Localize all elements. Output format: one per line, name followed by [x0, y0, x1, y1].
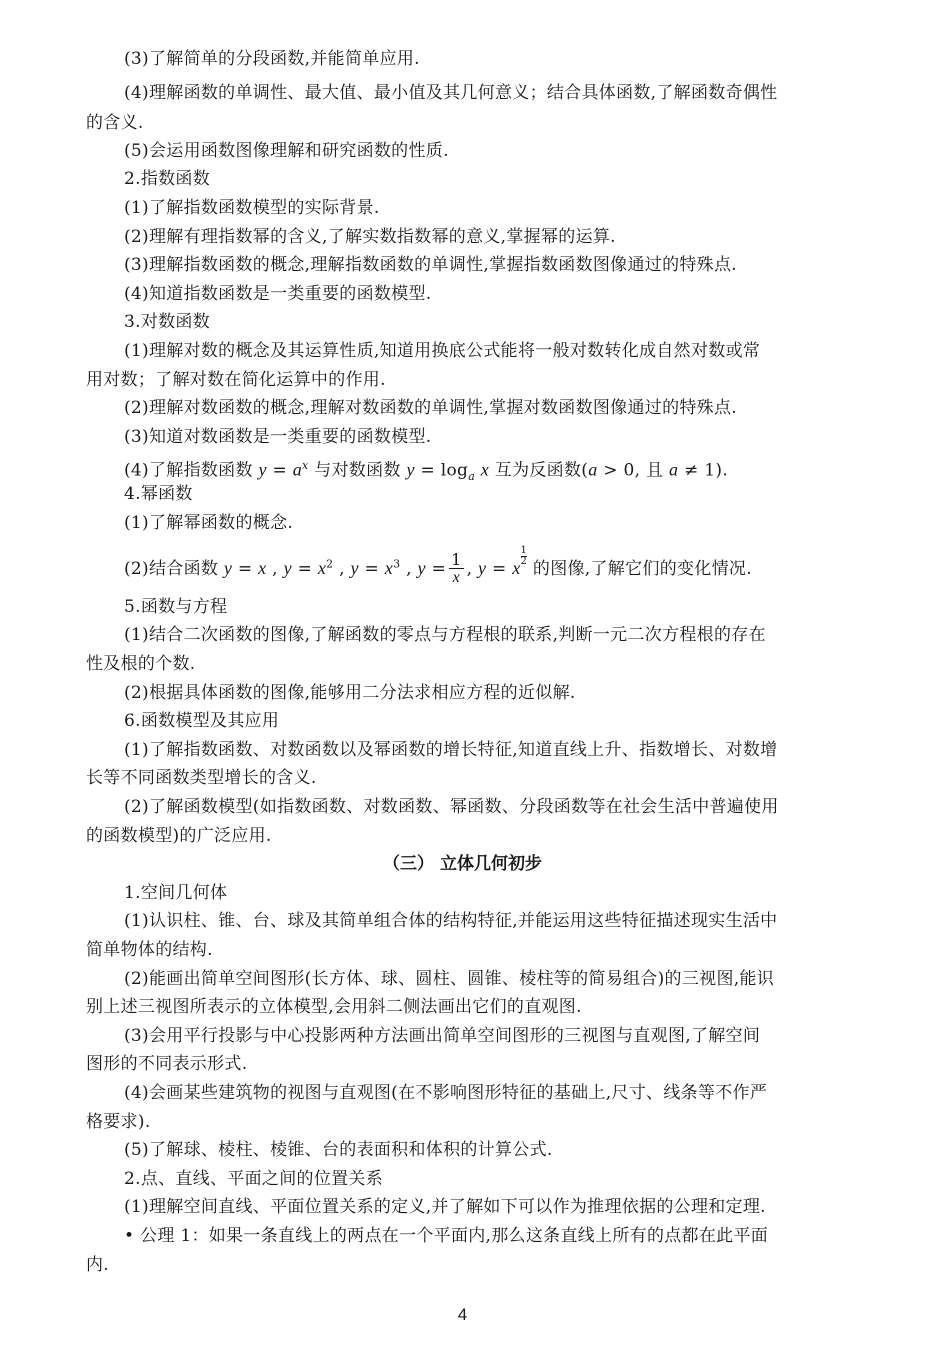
formula: y	[406, 459, 415, 480]
text-line: 用对数；了解对数在简化运算中的作用.	[86, 370, 386, 390]
text-line: (1)了解幂函数的概念.	[124, 513, 294, 533]
text-line: 性及根的个数.	[86, 654, 196, 674]
text-line: (4)会画某些建筑物的视图与直观图(在不影响图形特征的基础上,尺寸、线条等不作严	[124, 1083, 768, 1103]
text-line: (2)能画出简单空间图形(长方体、球、圆柱、圆锥、棱柱等的简易组合)的三视图,能识	[124, 969, 775, 989]
text-segment: , 且	[634, 460, 670, 481]
text-line: (5)会运用函数图像理解和研究函数的性质.	[124, 141, 449, 161]
section-title: 1.空间几何体	[124, 883, 228, 903]
text-segment: 与对数函数	[308, 460, 407, 481]
text-line: (5)了解球、棱柱、棱锥、台的表面积和体积的计算公式.	[124, 1140, 553, 1160]
section-title: 2.点、直线、平面之间的位置关系	[124, 1169, 384, 1189]
text-line: 的函数模型)的广泛应用.	[86, 826, 272, 846]
text-line: 图形的不同表示形式.	[86, 1054, 248, 1074]
text-line: (3)知道对数函数是一类重要的函数模型.	[124, 427, 432, 447]
text-line: 简单物体的结构.	[86, 940, 213, 960]
text-line: 的含义.	[86, 113, 144, 133]
text-line: (2)了解函数模型(如指数函数、对数函数、幂函数、分段函数等在社会生活中普遍使用	[124, 797, 779, 817]
text-line: (1)理解对数的概念及其运算性质,知道用换底公式能将一般对数转化成自然对数或常	[124, 341, 761, 361]
text-line: (2)根据具体函数的图像,能够用二分法求相应方程的近似解.	[124, 683, 576, 703]
section-title: 2.指数函数	[124, 169, 211, 189]
text-line-formula: (2)结合函数 y = x , $y = x^2$ , $y = x^3$ , y = $\frac{1}{x}$ , y = x $\frac{1}{2}$ 的图像,了解它们的变化情况.	[124, 545, 752, 586]
text-line: (1)了解指数函数、对数函数以及幂函数的增长特征,知道直线上升、指数增长、对数增	[124, 740, 778, 760]
text-line: (3)了解简单的分段函数,并能简单应用.	[124, 49, 420, 69]
fraction-exponent: $\frac{1}{2}$	[520, 545, 528, 567]
formula: y	[258, 459, 267, 480]
text-segment: 互为反函数(	[489, 460, 589, 481]
text-line: (2)理解有理指数幂的含义,了解实数指数幂的意义,掌握幂的运算.	[124, 227, 616, 247]
section-title: 4.幂函数	[124, 484, 193, 504]
text-segment: 的图像,了解它们的变化情况.	[527, 559, 752, 579]
text-segment: ).	[715, 460, 729, 481]
text-line: (4)理解函数的单调性、最大值、最小值及其几何意义；结合具体函数,了解函数奇偶性	[124, 83, 778, 103]
text-segment: (2)结合函数	[124, 559, 224, 579]
text-line: 格要求).	[86, 1112, 151, 1132]
text-line: (1)认识柱、锥、台、球及其简单组合体的结构特征,并能运用这些特征描述现实生活中	[124, 911, 778, 931]
section-title: 5.函数与方程	[124, 597, 228, 617]
text-line: (3)理解指数函数的概念,理解指数函数的单调性,掌握指数函数图像通过的特殊点.	[124, 255, 737, 275]
section-title: 6.函数模型及其应用	[124, 711, 280, 731]
text-line: 别上述三视图所表示的立体模型,会用斜二侧法画出它们的直观图.	[86, 997, 582, 1017]
text-line: 内.	[86, 1255, 110, 1275]
text-line: (1)结合二次函数的图像,了解函数的零点与方程根的联系,判断一元二次方程根的存在	[124, 625, 766, 645]
bullet-line: • 公理 1：如果一条直线上的两点在一个平面内,那么这条直线上所有的点都在此平面	[124, 1226, 769, 1246]
page-number: 4	[457, 1305, 468, 1324]
text-line: (2)理解对数函数的概念,理解对数函数的单调性,掌握对数函数图像通过的特殊点.	[124, 398, 737, 418]
text-line-formula: (4)了解指数函数 $y = a^x$ 与对数函数 $y = \log_a x$ 互为反函数(a > 0, 且 a ≠ 1).	[124, 459, 729, 484]
text-segment: (4)了解指数函数	[124, 460, 259, 481]
fraction: $\frac{1}{x}$	[451, 550, 462, 586]
text-line: (1)理解空间直线、平面位置关系的定义,并了解如下可以作为推理依据的公理和定理.	[124, 1197, 766, 1217]
section-title: 3.对数函数	[124, 312, 211, 332]
text-line: (4)知道指数函数是一类重要的函数模型.	[124, 284, 432, 304]
text-line: (3)会用平行投影与中心投影两种方法画出简单空间图形的三视图与直观图,了解空间	[124, 1026, 761, 1046]
text-line: 长等不同函数类型增长的含义.	[86, 768, 317, 788]
text-line: (1)了解指数函数模型的实际背景.	[124, 198, 380, 218]
chapter-heading: （三） 立体几何初步	[383, 854, 542, 874]
